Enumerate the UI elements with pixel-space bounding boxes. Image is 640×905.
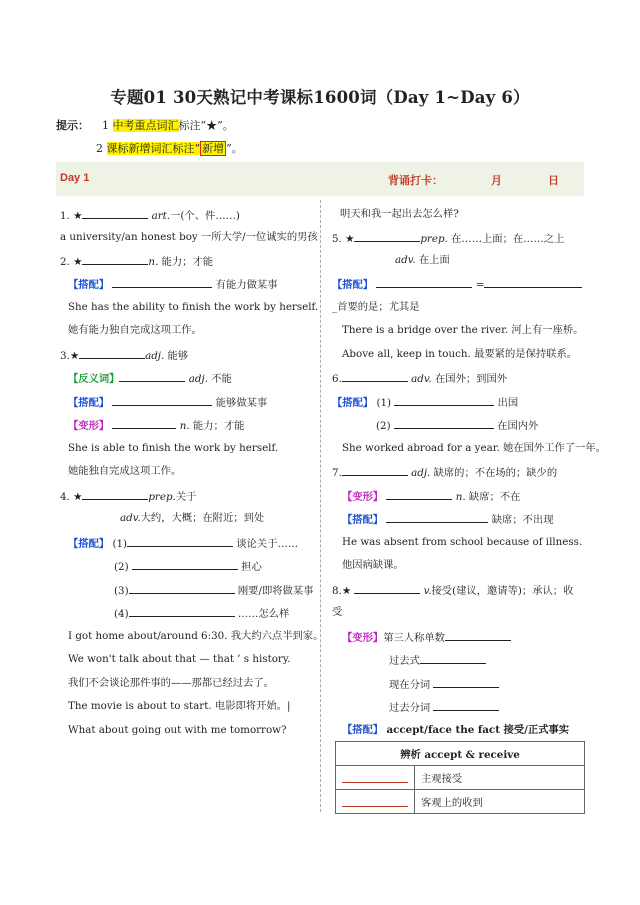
tip2-number: 2 bbox=[96, 142, 103, 155]
blank-field[interactable] bbox=[386, 488, 452, 500]
blank-field[interactable] bbox=[129, 582, 235, 594]
entry-8: 8.★ v.接受(建议，邀请等)；承认；收 bbox=[332, 582, 573, 598]
blank-field[interactable] bbox=[354, 582, 420, 594]
example-line: a university/an honest boy 一所大学/一位诚实的男孩 bbox=[60, 231, 318, 243]
blank-field[interactable] bbox=[342, 370, 408, 382]
variant-line: 【变形】 n. 能力；才能 bbox=[68, 417, 244, 433]
entry-7: 7. adj. 缺席的；不在场的；缺少的 bbox=[332, 464, 557, 480]
blank-field[interactable] bbox=[342, 464, 408, 476]
example-line: 明天和我一起出去怎么样? bbox=[340, 208, 459, 220]
collocation-line: 【搭配】 (1) 谈论关于…… bbox=[68, 535, 298, 551]
collocation-line: 【搭配】 能够做某事 bbox=[68, 394, 267, 410]
blank-field[interactable] bbox=[112, 394, 212, 406]
blank-field[interactable] bbox=[445, 629, 511, 641]
blank-field[interactable] bbox=[129, 605, 235, 617]
variant-line: 过去分词 bbox=[389, 699, 499, 715]
tip2-highlight: 课标新增词汇标注“ 新增 bbox=[106, 142, 225, 155]
example-line: What about going out with me tomorrow? bbox=[68, 724, 287, 736]
example-line: She has the ability to finish the work by herself. bbox=[68, 301, 319, 313]
variant-line: 过去式 bbox=[389, 652, 486, 668]
blank-field[interactable] bbox=[82, 253, 148, 265]
punch-label: 背诵打卡： bbox=[388, 174, 443, 187]
day-label: Day 1 bbox=[60, 172, 90, 184]
blank-field[interactable] bbox=[82, 488, 148, 500]
collocation-line: 【搭配】 accept/face the fact 接受/正式事实 bbox=[342, 724, 570, 736]
collocation-line: (3) 刚要/即将做某事 bbox=[114, 582, 313, 598]
blank-field[interactable] bbox=[112, 417, 176, 429]
punch-day: 日 bbox=[548, 174, 559, 187]
tips-line-1 bbox=[56, 117, 234, 133]
blank-cell[interactable] bbox=[336, 766, 415, 790]
tip1-highlight: 中考重点词汇 bbox=[112, 119, 179, 132]
blank-field[interactable] bbox=[79, 347, 145, 359]
entry-1: 1. ★ art.一(个、件……) bbox=[60, 207, 240, 223]
collocation-line: (4) ……怎么样 bbox=[114, 605, 289, 621]
entry-2: 2. ★ n. 能力；才能 bbox=[60, 253, 213, 269]
variant-line: 现在分词 bbox=[389, 676, 499, 692]
punch-card bbox=[388, 172, 559, 188]
example-line: 她有能力独自完成这项工作。 bbox=[68, 324, 202, 336]
example-line: There is a bridge over the river. 河上有一座桥。 bbox=[342, 324, 584, 336]
tips-line-2 bbox=[96, 140, 243, 156]
collocation-line: (2) 担心 bbox=[114, 558, 262, 574]
entry-8-cont: 受 bbox=[332, 606, 343, 618]
column-divider bbox=[320, 200, 321, 812]
example-line: 我们不会谈论那件事的——那都已经过去了。 bbox=[68, 677, 274, 689]
blank-field[interactable] bbox=[354, 230, 420, 242]
collocation-line: 【搭配】 缺席；不出现 bbox=[342, 511, 554, 527]
entry-3: 3.★ adj. 能够 bbox=[60, 347, 188, 363]
blank-cell[interactable] bbox=[336, 790, 415, 814]
example-line: She is able to finish the work by herself. bbox=[68, 442, 279, 454]
blank-field[interactable] bbox=[82, 207, 148, 219]
page-title: 专题01 30天熟记中考课标1600词（Day 1~Day 6） bbox=[110, 88, 530, 107]
tips-label: 提示： bbox=[56, 119, 89, 132]
blank-field[interactable] bbox=[127, 535, 233, 547]
entry-4-adv: adv.大约，大概；在附近；到处 bbox=[120, 512, 265, 524]
tip1-rest: 标注“★”。 bbox=[178, 119, 234, 132]
collocation-meaning: _首要的是；尤其是 bbox=[332, 301, 420, 313]
blank-field[interactable] bbox=[394, 417, 494, 429]
example-line: We won't talk about that — that ’ s history. bbox=[68, 653, 291, 665]
variant-line: 【变形】 n. 缺席；不在 bbox=[342, 488, 520, 504]
entry-5: 5. ★ prep. 在……上面；在……之上 bbox=[332, 230, 564, 246]
collocation-line: 【搭配】 (1) 出国 bbox=[332, 394, 518, 410]
blank-field[interactable] bbox=[119, 370, 185, 382]
distinction-row-1: 主观接受 bbox=[415, 766, 585, 790]
blank-field[interactable] bbox=[112, 276, 212, 288]
entry-6: 6. adv. 在国外；到国外 bbox=[332, 370, 507, 386]
blank-field[interactable] bbox=[420, 652, 486, 664]
blank-field[interactable] bbox=[484, 276, 582, 288]
blank-field[interactable] bbox=[376, 276, 472, 288]
tip2-rest: ”。 bbox=[226, 142, 243, 155]
collocation-line: 【搭配】 = bbox=[332, 276, 582, 292]
example-line: He was absent from school because of illness. bbox=[342, 536, 583, 548]
distinction-table bbox=[335, 741, 585, 814]
entry-4: 4. ★ prep.关于 bbox=[60, 488, 196, 504]
example-line: She worked abroad for a year. 她在国外工作了一年。 bbox=[342, 442, 607, 454]
variant-line: 【变形】第三人称单数 bbox=[342, 629, 511, 645]
example-line: Above all, keep in touch. 最要紧的是保持联系。 bbox=[342, 348, 578, 360]
example-line: 他因病缺课。 bbox=[342, 559, 404, 571]
blank-field[interactable] bbox=[132, 558, 238, 570]
blank-field[interactable] bbox=[386, 511, 488, 523]
collocation-line: (2) 在国内外 bbox=[376, 417, 538, 433]
collocation-line: 【搭配】 有能力做某事 bbox=[68, 276, 278, 292]
example-line: I got home about/around 6:30. 我大约六点半到家。 bbox=[68, 630, 324, 642]
tip1-number: 1 bbox=[102, 119, 109, 132]
blank-field[interactable] bbox=[394, 394, 494, 406]
blank-field[interactable] bbox=[433, 699, 499, 711]
example-line: The movie is about to start. 电影即将开始。| bbox=[68, 700, 291, 712]
punch-month: 月 bbox=[491, 174, 502, 187]
entry-5-adv: adv. 在上面 bbox=[395, 254, 450, 266]
tip2-new-box: 新增 bbox=[202, 142, 225, 155]
antonym-line: 【反义词】 adj. 不能 bbox=[68, 370, 232, 386]
blank-field[interactable] bbox=[433, 676, 499, 688]
distinction-title: 辨析 accept & receive bbox=[336, 742, 585, 766]
distinction-row-2: 客观上的收到 bbox=[415, 790, 585, 814]
example-line: 她能独自完成这项工作。 bbox=[68, 465, 182, 477]
